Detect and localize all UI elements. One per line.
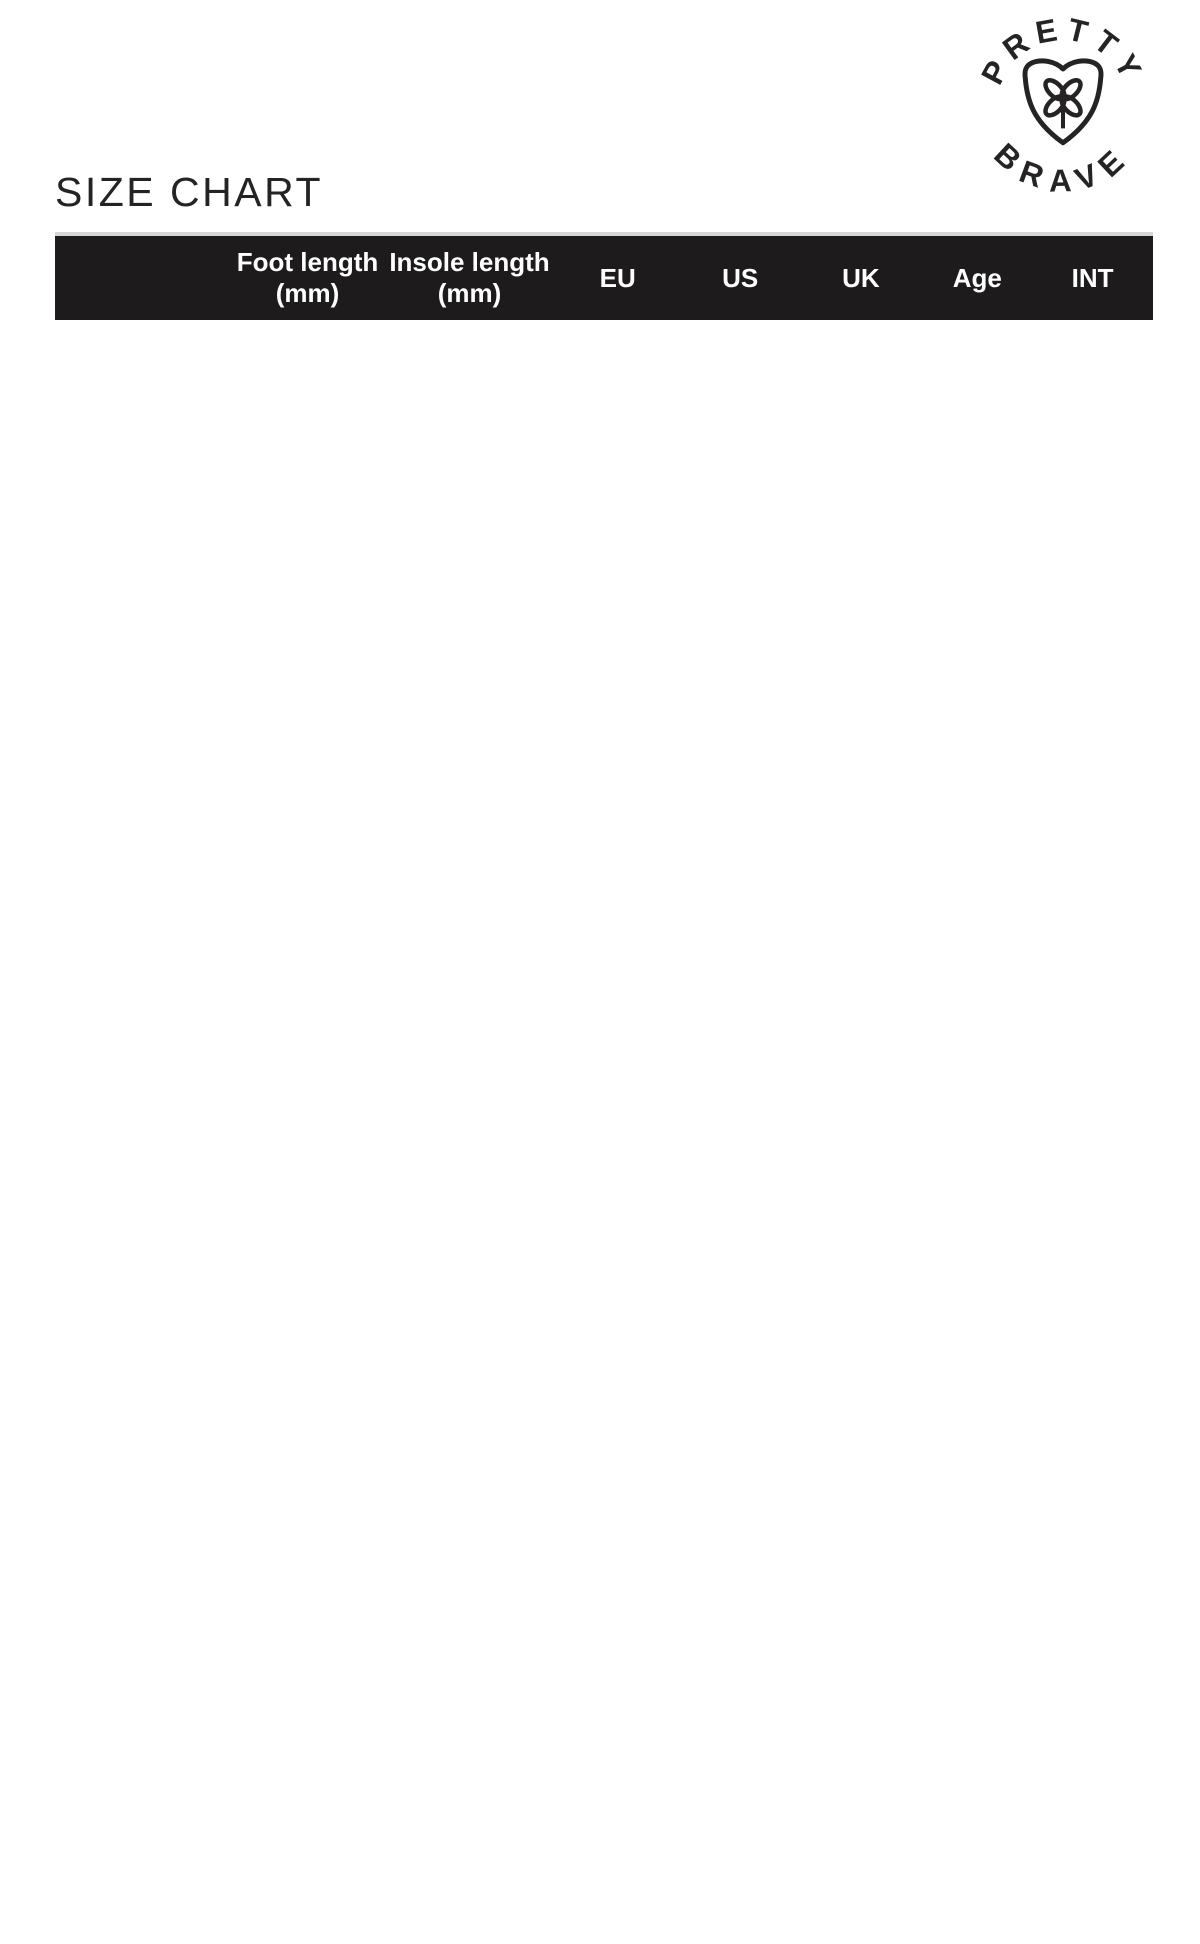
column-header-uk: UK xyxy=(799,234,922,320)
column-header-eu: EU xyxy=(555,234,681,320)
column-header-foot: Foot length (mm) xyxy=(231,234,385,320)
column-header-label xyxy=(55,234,231,320)
page-title: SIZE CHART xyxy=(55,169,323,215)
logo-bottom-arc-text: BRAVE xyxy=(987,135,1139,199)
column-header-insole: Insole length (mm) xyxy=(384,234,554,320)
column-header-us: US xyxy=(681,234,800,320)
header-row xyxy=(55,234,1153,320)
clover-icon xyxy=(1042,77,1084,128)
logo-top-arc-text: PRETTY xyxy=(973,10,1153,91)
brand-logo xyxy=(964,6,1162,204)
size-chart-table xyxy=(55,232,1153,320)
column-header-age: Age xyxy=(922,234,1032,320)
column-header-int: INT xyxy=(1032,234,1153,320)
